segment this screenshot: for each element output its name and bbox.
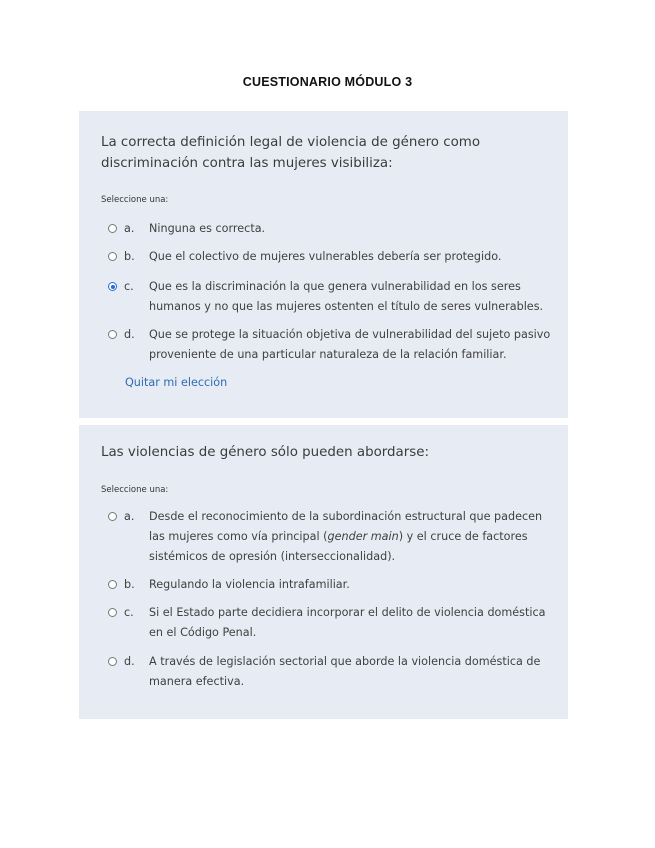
option-a[interactable] xyxy=(108,507,558,567)
radio-button[interactable] xyxy=(108,580,117,589)
radio-button[interactable] xyxy=(108,608,117,617)
option-letter: b. xyxy=(124,578,135,591)
option-text-part: ) y el cruce de factores sistémicos de opresión (interseccionalidad). xyxy=(149,530,528,563)
option-text xyxy=(149,507,558,567)
option-d[interactable] xyxy=(108,325,558,365)
radio-button[interactable] xyxy=(108,657,117,666)
option-text: Que el colectivo de mujeres vulnerables debería ser protegido. xyxy=(149,250,502,263)
radio-button[interactable] xyxy=(108,512,117,521)
option-letter: b. xyxy=(124,250,135,263)
option-c[interactable] xyxy=(108,603,558,643)
radio-button-selected[interactable] xyxy=(108,282,117,291)
option-a[interactable] xyxy=(108,219,558,239)
option-text-part: Desde el reconocimiento de la subordinación estructural que padecen las mujeres como vía principal ( xyxy=(149,510,543,543)
document-title: CUESTIONARIO MÓDULO 3 xyxy=(242,75,413,89)
select-prompt: Seleccione una: xyxy=(101,195,169,205)
option-text: Ninguna es correcta. xyxy=(149,222,266,235)
question-text: Las violencias de género sólo pueden abordarse: xyxy=(101,445,429,460)
option-letter: d. xyxy=(124,655,135,668)
clear-choice-link[interactable]: Quitar mi elección xyxy=(125,376,228,389)
option-letter: a. xyxy=(124,510,135,523)
option-letter: d. xyxy=(124,328,135,341)
option-text: Que se protege la situación objetiva de vulnerabilidad del sujeto pasivo proveniente de una particular naturaleza de la relación familiar. xyxy=(149,328,551,361)
radio-button[interactable] xyxy=(108,330,117,339)
option-d[interactable] xyxy=(108,652,558,692)
option-text: Que es la discriminación la que genera vulnerabilidad en los seres humanos y no que las mujeres ostenten el título de seres vulnerables. xyxy=(149,280,544,313)
option-c[interactable] xyxy=(108,277,558,317)
option-text: A través de legislación sectorial que aborde la violencia doméstica de manera efectiva. xyxy=(149,655,541,688)
option-b[interactable] xyxy=(108,247,558,267)
option-letter: a. xyxy=(124,222,135,235)
option-text: Si el Estado parte decidiera incorporar el delito de violencia doméstica en el Código Penal. xyxy=(149,606,546,639)
option-b[interactable] xyxy=(108,575,558,595)
question-card-1 xyxy=(79,111,568,418)
option-text-emphasis: gender main xyxy=(327,530,399,543)
radio-button[interactable] xyxy=(108,252,117,261)
option-text: Regulando la violencia intrafamiliar. xyxy=(149,578,350,591)
question-text: La correcta definición legal de violencia de género como discriminación contra las mujeres visibiliza: xyxy=(101,135,481,171)
radio-button[interactable] xyxy=(108,224,117,233)
select-prompt: Seleccione una: xyxy=(101,485,169,495)
question-card-2 xyxy=(79,425,568,719)
option-letter: c. xyxy=(124,606,134,619)
option-letter: c. xyxy=(124,280,134,293)
